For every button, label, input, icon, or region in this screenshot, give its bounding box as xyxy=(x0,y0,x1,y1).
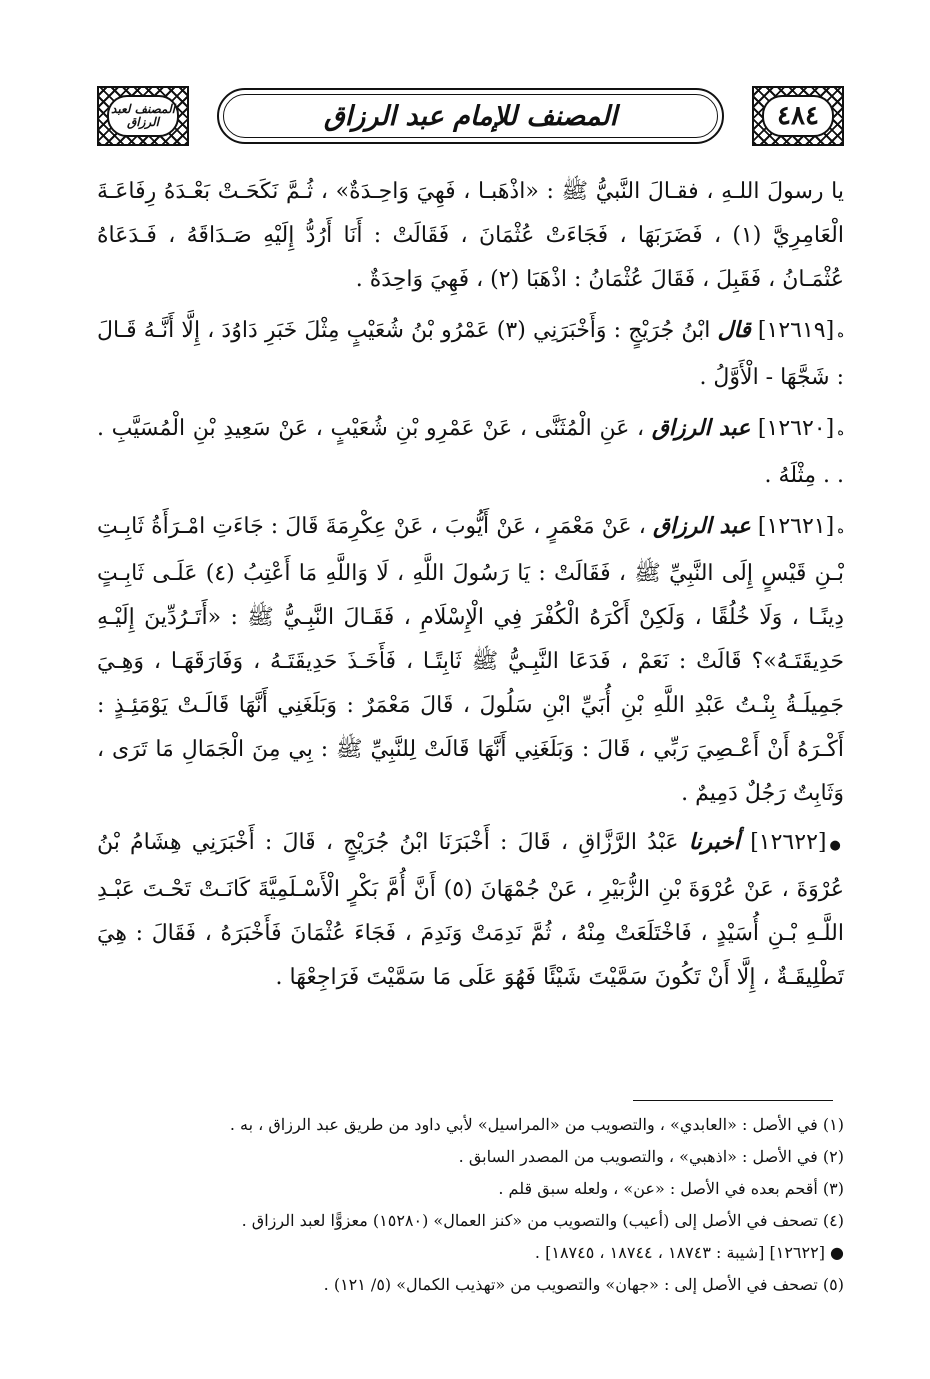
footnote-3: (٣) أقحم بعده في الأصل : «عن» ، ولعله سبق قلم . xyxy=(498,1179,844,1198)
hadith-number: [١٢٦٢٠] xyxy=(757,416,835,441)
hadith-number: [١٢٦٢١] xyxy=(757,514,835,539)
footnote-4: (٤) تصحف في الأصل إلى (أعيب) والتصويب من «كنز العمال» (١٥٢٨٠) معزوًّا لعبد الرزاق . xyxy=(241,1211,844,1230)
filled-marker-icon: ● xyxy=(829,838,845,853)
page-header xyxy=(97,86,844,146)
hadith-12619 xyxy=(97,308,844,400)
page-number-band xyxy=(752,86,844,146)
hadith-number: [١٢٦١٩] xyxy=(757,318,835,343)
footnote-5: (٥) تصحف في الأصل إلى : «جهان» والتصويب من «تهذيب الكمال» (٥/ ١٢١) . xyxy=(323,1275,844,1294)
paragraph-continuation xyxy=(97,170,844,302)
emblem-band xyxy=(97,86,189,146)
footnotes xyxy=(97,1110,844,1302)
narrator-keyword: عبد الرزاق xyxy=(651,415,751,441)
hadith-text: عَبْدُ الرَّزَّاقِ ، قَالَ : أَخْبَرَنَا ابْنُ جُرَيْجٍ ، قَالَ : أَخْبَرَنِي هِشَامُ بْنُ عُرْوَةَ ، عَنْ عُرْوَةَ بْنِ الزُّبَيْرِ ، عَنْ جُمْهَانَ (٥) أَنَّ أُمَّ بَكْرٍ الْأَسْـلَمِيَّةَ كَانَـتْ تَحْـتَ عَبْـدِ اللَّـهِ بْـنِ أُسَيْدٍ ، فَاخْتَلَعَتْ مِنْهُ ، ثُمَّ نَدِمَتْ وَنَدِمَ ، فَجَاءَ عُثْمَانَ فَأَخْبَرَهُ ، فَقَالَ : هِيَ تَطْلِيقَـةٌ ، إِلَّا أَنْ تَكُونَ سَمَّيْتَ شَيْئًا فَهُوَ عَلَى مَا سَمَّيْتَ فَرَاجِعْهَا . xyxy=(97,830,844,990)
footnote-reference xyxy=(97,1238,844,1268)
hadith-text: ، عَنْ مَعْمَرٍ ، عَنْ أَيُّوبَ ، عَنْ عِكْرِمَةَ قَالَ : جَاءَتِ امْـرَأَةُ ثَابِـتِ بْـنِ قَيْسٍ إِلَى النَّبِيِّ ﷺ ، فَقَالَتْ : يَا رَسُولَ اللَّهِ ، لَا وَاللَّهِ مَا أَعْتِبُ (٤) عَلَـى ثَابِـتٍ دِينًـا ، وَلَا خُلُقًا ، وَلَكِنْ أَكْرَهُ الْكُفْرَ فِي الْإِسْلَامِ ، فَقَـالَ النَّبِـيُّ ﷺ : «أَتَـرُدِّينَ إِلَيْـهِ حَدِيقَتَـهُ»؟ قَالَتْ : نَعَمْ ، فَدَعَا النَّبِـيُّ ﷺ ثَابِتًـا ، فَأَخَـذَ حَدِيقَتَـهُ ، وَفَارَقَهَـا ، وَهِـيَ جَمِيلَـةُ بِنْـتُ عَبْدِ اللَّهِ بْنِ أُبَيِّ ابْنِ سَلُولَ ، قَالَ مَعْمَرٌ : وَبَلَغَنِي أَنَّهَا قَالَـتْ يَوْمَئِـذٍ : أَكْـرَهُ أَنْ أَعْـصِيَ رَبِّي ، قَالَ : وَبَلَغَنِي أَنَّهَا قَالَتْ لِلنَّبِيِّ ﷺ : بِي مِنَ الْجَمَالِ مَا تَرَى ، وَثَابِتٌ رَجُلٌ دَمِيمٌ . xyxy=(97,514,844,806)
paragraph-text: يا رسولَ اللـهِ ، فقـالَ النَّبيُّ ﷺ : «اذْهَبـا ، فَهِيَ وَاحِـدَةٌ» ، ثُـمَّ نَكَحَـتْ بَعْـدَهُ رِفَاعَـةَ الْعَامِرِيَّ (١) ، فَضَرَبَهَا ، فَجَاءَتْ عُثْمَانَ ، فَقَالَتْ : أَنَا أَرُدُّ إِلَيْهِ صَـدَاقَهُ ، فَـدَعَاهُ عُثْمَـانُ ، فَقَبِلَ ، فَقَالَ عُثْمَانُ : اذْهَبَا (٢) ، فَهِيَ وَاحِدَةٌ . xyxy=(97,179,844,292)
page-number-frame xyxy=(762,95,834,137)
hollow-marker-icon: ه xyxy=(837,424,845,439)
emblem-frame xyxy=(107,95,179,137)
hadith-12621 xyxy=(97,504,844,816)
hadith-text: ، عَنِ الْمُثَنَّى ، عَنْ عَمْرِو بْنِ شُعَيْبٍ ، عَنْ سَعِيدِ بْنِ الْمُسَيَّبِ . . . مِثْلَهُ . xyxy=(97,416,844,488)
emblem-text: المصنف لعبد الرزاق xyxy=(111,101,175,129)
narrator-keyword: عبد الرزاق xyxy=(652,513,751,539)
hadith-number: [١٢٦٢٢] xyxy=(750,830,827,855)
hollow-marker-icon: ه xyxy=(837,326,844,341)
running-title-frame xyxy=(217,88,724,144)
narrator-keyword: أخبرنا xyxy=(688,829,741,855)
page-number: ٤٨٤ xyxy=(777,101,819,131)
footnote-1: (١) في الأصل : «العابدي» ، والتصويب من «المراسيل» لأبي داود من طريق عبد الرزاق ، به . xyxy=(229,1115,844,1134)
hadith-12620 xyxy=(97,406,844,498)
hadith-12622 xyxy=(97,820,844,1000)
hadith-text: ابْنُ جُرَيْجٍ : وَأَخْبَرَنِي (٣) عَمْرُو بْنُ شُعَيْبٍ مِثْلَ خَبَرِ دَاوُدَ ، إِلَّا أَنَّـهُ قَـالَ : شَجَّهَا - الْأَوَّلُ . xyxy=(97,318,844,390)
filled-marker-icon: ● xyxy=(830,1243,844,1262)
hollow-marker-icon: ه xyxy=(837,522,845,537)
footnote-divider xyxy=(633,1100,833,1101)
running-title: المصنف للإمام عبد الرزاق xyxy=(323,100,618,132)
narrator-keyword: قال xyxy=(717,317,751,343)
footnote-2: (٢) في الأصل : «اذهبي» ، والتصويب من المصدر السابق . xyxy=(458,1147,844,1166)
main-text xyxy=(97,170,844,1004)
footnote-reference-text: [١٢٦٢٢] [شيبة : ١٨٧٤٣ ، ١٨٧٤٤ ، ١٨٧٤٥] . xyxy=(534,1243,825,1262)
